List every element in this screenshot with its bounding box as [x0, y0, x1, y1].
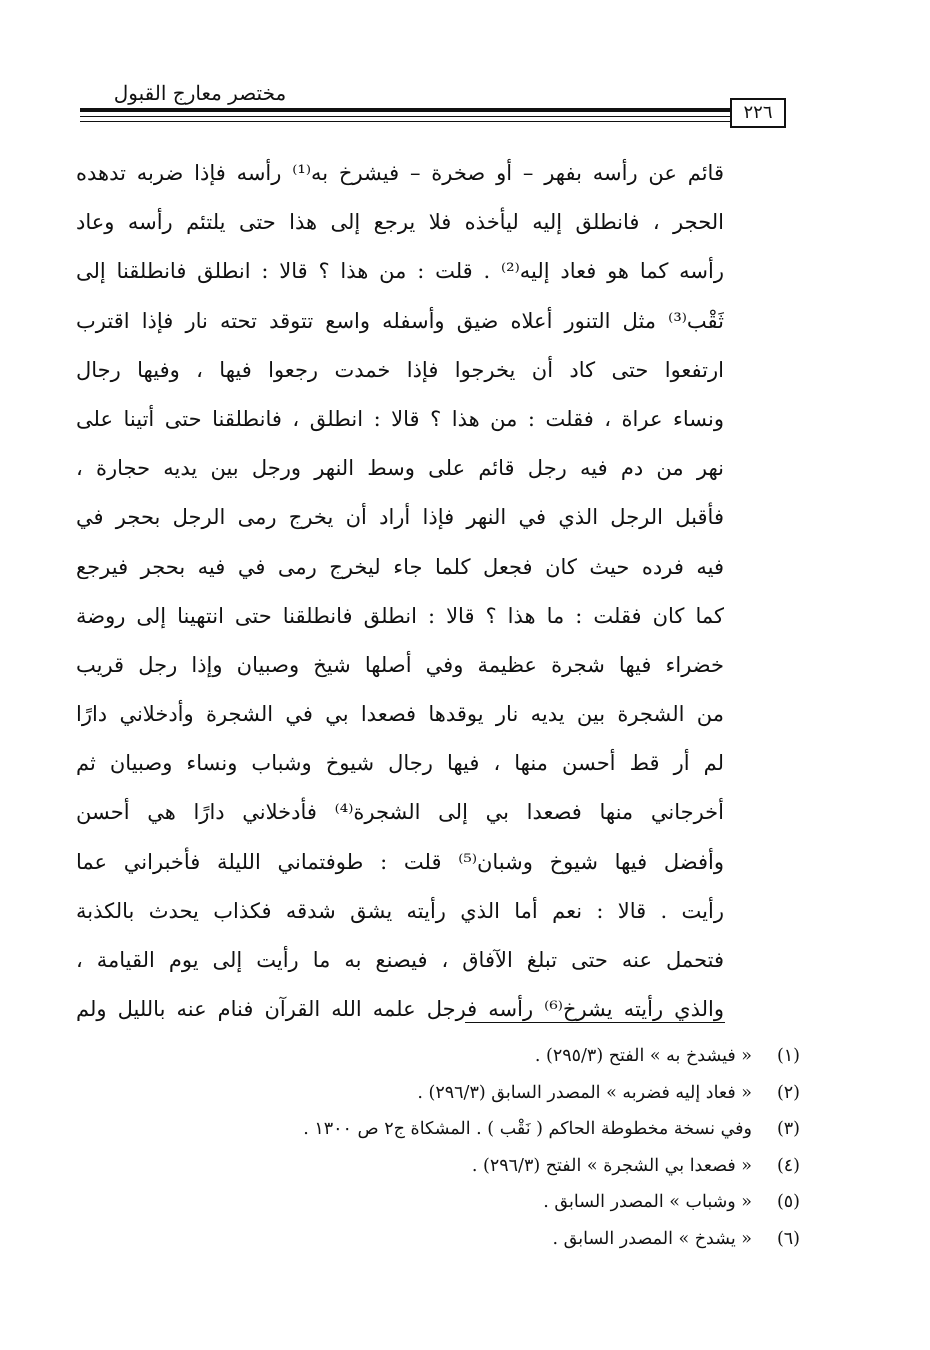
footnote: [150, 1038, 800, 1075]
footnote-text: « يشدخ » المصدر السابق .: [552, 1228, 752, 1249]
text-line: ارتفعوا حتى كاد أن يخرجوا فإذا خمدت رجعوا فيها ، وفيها رجال: [76, 357, 724, 382]
header-rule-thick: [80, 108, 730, 112]
footnote-text: « فصعدا بي الشجرة » الفتح (٢٩٦/٣) .: [471, 1155, 752, 1176]
header-rule-thin: [80, 116, 730, 117]
footnote-number: (٦): [776, 1228, 800, 1249]
footnote: [150, 1221, 800, 1258]
footnote-separator: [465, 1022, 725, 1023]
footnote: [150, 1075, 800, 1112]
footnote-number: (٣): [776, 1119, 800, 1139]
text-line: ونساء عراة ، فقلت : من هذا ؟ قالا : انطلق ، فانطلقنا حتى أتينا على: [76, 406, 724, 431]
footnote-number: (١): [776, 1046, 800, 1066]
text-line: نهر من دم فيه رجل قائم على وسط النهر ورجل بين يديه حجارة ،: [76, 456, 724, 481]
footnote-text: « فيشدخ به » الفتح (٢٩٥/٣) .: [534, 1046, 752, 1066]
page-number: ٢٢٦: [730, 98, 786, 128]
text-line: رأسه كما هو فعاد إليه⁽²⁾ . قلت : من هذا ؟ قالا : انطلق فانطلقنا إلى: [76, 259, 724, 284]
footnote-number: (٢): [776, 1082, 800, 1103]
footnote-text: « فعاد إليه فضربه » المصدر السابق (٢٩٦/٣) .: [417, 1082, 752, 1103]
text-line: ثَقْب⁽³⁾ مثل التنور أعلاه ضيق وأسفله واسع تتوقد تحته نار فإذا اقترب: [76, 308, 724, 333]
text-line: أخرجاني منها فصعدا بي إلى الشجرة⁽⁴⁾ فأدخلاني دارًا هي أحسن: [76, 800, 724, 825]
text-line: من الشجرة بين يديه نار يوقدها فصعدا بي في الشجرة وأدخلاني دارًا: [76, 702, 724, 727]
footnote-number: (٤): [776, 1155, 800, 1176]
text-line: فأقبل الرجل الذي في النهر فإذا أراد أن يخرج رمى الرجل بحجر في: [76, 505, 724, 530]
text-line: قائم عن رأسه بفهر – أو صخرة – فيشرخ به⁽¹⁾ رأسه فإذا ضربه تدهده: [76, 161, 724, 185]
text-line: والذي رأيته يشرخ⁽⁶⁾ رأسه فرجل علمه الله القرآن فنام عنه بالليل ولم: [76, 997, 724, 1022]
text-line: خضراء فيها شجرة عظيمة وفي أصلها شيخ وصبيان وإذا رجل قريب: [76, 652, 724, 677]
text-line: فتحمل عنه حتى تبلغ الآفاق ، فيصنع به ما رأيت إلى يوم القيامة ،: [76, 948, 724, 972]
footnote-number: (٥): [776, 1192, 800, 1212]
text-line: فيه فرده حيث كان فجعل كلما جاء ليخرج رمى في فيه بحجر فيرجع: [76, 554, 724, 579]
running-header-title: مختصر معارج القبول: [113, 81, 287, 105]
footnote: [150, 1184, 800, 1221]
footnotes: [150, 1038, 800, 1257]
text-line: كما كان فقلت : ما هذا ؟ قالا : انطلق فانطلقنا حتى انتهينا إلى روضة: [76, 603, 724, 628]
text-line: رأيت . قالا : نعم أما الذي رأيته يشق شدقه فكذاب يحدث بالكذبة: [76, 898, 724, 923]
footnote: [150, 1148, 800, 1185]
footnote: [150, 1111, 800, 1148]
text-line: الحجر ، فانطلق إليه ليأخذه فلا يرجع إلى هذا حتى يلتئم رأسه وعاد: [76, 210, 724, 235]
main-text: [76, 149, 724, 1034]
header-rule-thin-lower: [80, 121, 730, 122]
footnote-text: « وشباب » المصدر السابق .: [543, 1192, 752, 1212]
text-line: لم أر قط أحسن منها ، فيها رجال شيوخ وشباب ونساء وصبيان ثم: [76, 751, 724, 776]
text-line: وأفضل فيها شيوخ وشبان⁽⁵⁾ قلت : طوفتماني الليلة فأخبراني عما: [76, 849, 724, 874]
footnote-text: وفي نسخة مخطوطة الحاكم ( نَقْب ) . المشكاة ج٢ ص ١٣٠٠ .: [303, 1119, 752, 1139]
